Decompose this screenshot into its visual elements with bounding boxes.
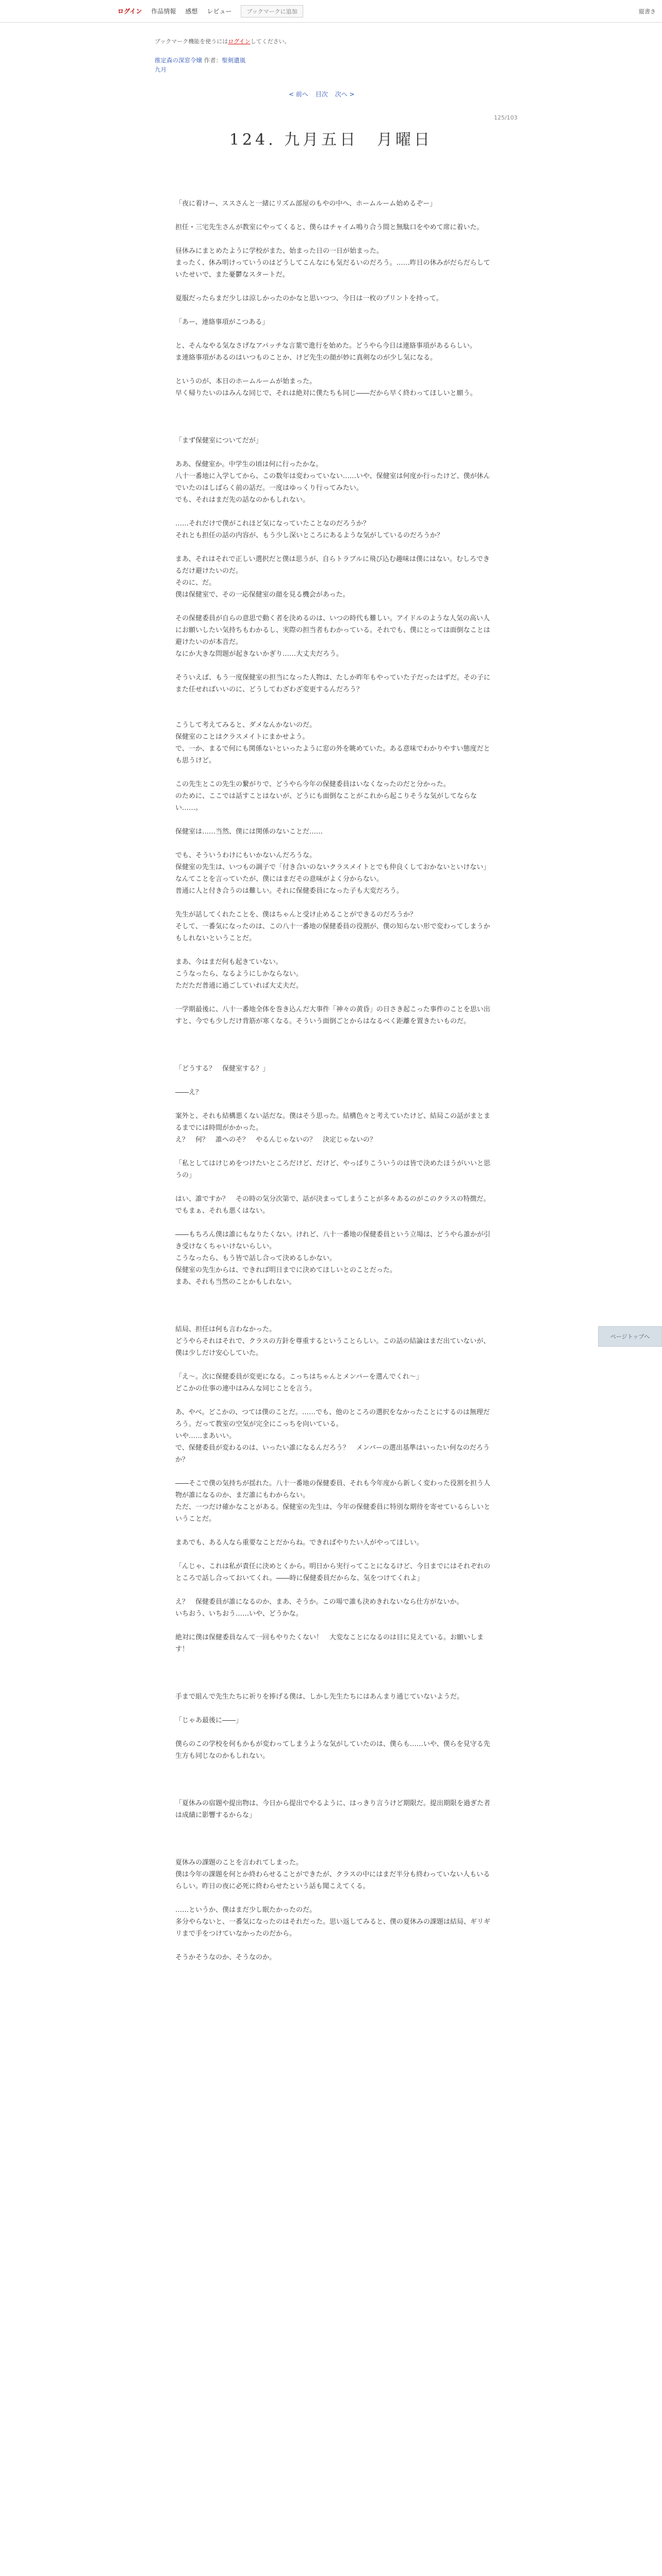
notice-prefix: ブックマーク機能を使うには [155, 38, 228, 45]
top-navigation-bar [0, 0, 662, 23]
body-line [175, 814, 495, 826]
body-line [175, 1703, 495, 1715]
body-line [175, 364, 495, 376]
body-line: こうして考えてみると、ダメなんかないのだ。 [175, 721, 317, 729]
body-line [175, 1217, 495, 1229]
body-line [175, 1655, 495, 1667]
body-line [175, 1146, 495, 1158]
author-label: 作者： [204, 57, 222, 64]
body-line [175, 233, 495, 245]
body-line: その保健委員が自らの意思で動く者を決めるのは、いつの時代も難しい。アイドルのような人気の高い人にお願いしたい気持ちもわかるし、実際の担当者もわかっている。それでも、僕にとっては面倒なことは避けたいのが本音だ。 [175, 615, 490, 646]
body-line: で、一か、まるで何にも関係ないといったように窓の外を眺めていた。ある意味でわかりやすい態度だとも思うけど。 [175, 745, 490, 765]
body-line: 先生が話してくれたことを、僕はちゃんと受け止めることができるのだろうか？ [175, 911, 417, 919]
body-line: 結局、担任は何も言わなかった。 [175, 1326, 276, 1333]
body-line: でも、そういうわけにもいかないんだろうな。 [175, 852, 317, 859]
page-top-side-button[interactable]: ページトップへ [598, 1326, 662, 1347]
body-line [175, 660, 495, 672]
body-line: ……それだけで僕がこれほど気になっていたことなのだろうか？ [175, 520, 370, 528]
body-line [175, 1466, 495, 1478]
body-line [175, 328, 495, 340]
body-line [175, 767, 495, 778]
body-line: 夏休みの課題のことを言われてしまった。 [175, 1859, 303, 1867]
vertical-writing-toggle[interactable]: 縦書き [639, 8, 656, 15]
body-line: ――え？ [175, 1089, 203, 1096]
body-line [175, 1039, 495, 1051]
body-line [175, 1584, 495, 1596]
body-line [175, 541, 495, 553]
episode-number: 125/103 [494, 114, 518, 121]
body-line: 担任・三宅先生さんが教室にやってくると、僕らはチャイム鳴り合う間と無駄口をやめて席に着いた。 [175, 224, 484, 231]
body-line [175, 1667, 495, 1679]
body-line: で、保健委員が変わるのは、いったい誰になるんだろう？ メンバーの選出基準はいったい何なのだろうか？ [175, 1444, 490, 1464]
body-line [175, 210, 495, 222]
body-line [175, 1786, 495, 1798]
review-link[interactable]: レビュー [207, 8, 232, 15]
body-line [175, 1620, 495, 1632]
body-line [175, 447, 495, 459]
body-line [175, 1679, 495, 1691]
body-line: そうかそうなのか、そうなのか。 [175, 1954, 276, 1961]
main-content [0, 23, 662, 2576]
body-line [175, 1845, 495, 1857]
novel-title-line [155, 56, 245, 65]
body-line: 普通に人と付き合うのは難しい。それに保健委員になった子も大変だろう。 [175, 887, 404, 895]
body-line: 「え～。次に保健委員が変更になる。こっちはちゃんとメンバーを選んでくれ～」 [175, 1373, 423, 1381]
body-line: 絶対に僕は保健委員なんて一回もやりたくない！ 大変なことになるのは目に見えている。お願いします！ [175, 1634, 484, 1653]
body-line: ただ、一つだけ確かなことがある。保健室の先生は、今年の保健委員に特別な期待を寄せているらしいということだ。 [175, 1503, 491, 1523]
body-line [175, 1726, 495, 1738]
body-line: それとも担任の話の内容が、もう少し深いところにあるような気がしているのだろうか？ [175, 532, 444, 539]
prev-episode-link[interactable]: < 前へ [289, 91, 308, 98]
episode-pager [289, 90, 355, 98]
body-line: いや……まあいい。 [175, 1432, 236, 1440]
body-line: 「じゃあ最後に――」 [175, 1717, 243, 1724]
body-line: こうなったら、なるようにしかならない。 [175, 970, 303, 978]
body-line: 僕らのこの学校を何もかもが変わってしまうような気がしていたのは、僕らも……いや、僕らを見守る先生方も同じなのかもしれない。 [175, 1740, 490, 1760]
body-line: 「んじゃ、これは私が責任に決めとくから。明日から実行ってことになるけど、今日までにはそれぞれのところで話し合っておいてくれ。――時に保健委員だからな、気をつけてくれよ」 [175, 1563, 491, 1582]
body-line [175, 1359, 495, 1371]
body-line: どこかの仕事の連中はみんな同じことを言う。 [175, 1385, 317, 1393]
bookmark-login-notice [155, 37, 290, 45]
body-line: 僕は今年の課題を何とか終わらせることができたが、クラスの中にはまだ半分も終わっていない人もいるらしい。昨日の夜に必死に終わらせたという話も聞こえてくる。 [175, 1871, 490, 1890]
body-line: 僕は保健室で、その一応保健室の顔を見る機会があった。 [175, 591, 350, 599]
body-line [175, 1098, 495, 1110]
body-line: 「あー、連絡事項がこつある」 [175, 318, 269, 326]
body-line: ま連絡事項があるのはいつものことか、けど先生の顔が妙に真剣なのが少し気になる。 [175, 354, 437, 362]
body-line: まったく、休み明けっていうのはどうしてこんなにも気だるいのだろう。……昨日の休みがだらだらしていたせいで、また憂鬱なスタートだ。 [175, 259, 490, 279]
body-line: 手まで組んで先生たちに祈りを捧げる僕は、しかし先生たちにはあんまり通じていないようだ。 [175, 1693, 464, 1701]
body-line [175, 399, 495, 411]
body-line: まあでも、ある人なら重要なことだからね。できればやりたい人がやってほしい。 [175, 1539, 424, 1547]
body-line: こうなったら、もう皆で話し合って決めるしかない。 [175, 1255, 337, 1262]
body-line: いちおう、いちおう……いや、どうかな。 [175, 1610, 303, 1618]
body-line [175, 1300, 495, 1312]
body-line: と、そんなやる気なさげなアパッチな言葉で進行を始めた。どうやら今日は連絡事項があるらしい。 [175, 342, 476, 350]
body-line: 「まず保健室についてだが」 [175, 437, 262, 445]
body-line [175, 423, 495, 435]
body-line: え？ 保健委員が誰になるのか、まあ、そうか。この場で誰も決めきれないなら仕方がないか。 [175, 1598, 464, 1606]
body-line: 昼休みにまとめたように学校がまた、始まった日の一日が始まった。 [175, 247, 384, 255]
body-line: まあ、今はまだ何も起きていない。 [175, 958, 283, 966]
body-line: 早く帰りたいのはみんな同じで、それは絶対に僕たちも同じ――だから早く終わってほしいと願う。 [175, 389, 477, 397]
body-line: 「どうする？ 保健室する？」 [175, 1065, 270, 1073]
add-bookmark-button[interactable]: ブックマークに追加 [241, 5, 303, 18]
body-line [175, 1181, 495, 1193]
body-line [175, 506, 495, 518]
body-line [175, 1549, 495, 1561]
body-line: そして、一番気になったのは、この八十一番地の保健委員の役割が、僕の知らない形で変わってしまうかもしれないということだ。 [175, 923, 490, 942]
body-line: この先生とこの先生の繋がりで、どうやら今年の保健委員はいなくなったのだと分かった。 [175, 781, 450, 788]
body-line: ――もちろん僕は誰にもなりたくない。けれど、八十一番地の保健委員という立場は、どうやら誰かが引き受けなくちゃいけないらしい。 [175, 1231, 491, 1250]
novel-body-text [175, 198, 495, 1963]
body-line [175, 1774, 495, 1786]
body-line [175, 992, 495, 1004]
body-line [175, 1288, 495, 1300]
top-nav-links [0, 5, 303, 18]
body-line: ――そこで僕の気持ちが揺れた。八十一番地の保健委員、それも今年度から新しく変わった役割を担う人物が誰になるのか、まだ誰にもわからない。 [175, 1480, 490, 1499]
novel-title-link[interactable]: 推定森の深窓令嬢 [155, 57, 202, 64]
body-line: 案外と、それも結構悪くない話だな。僕はそう思った。結構色々と考えていたけど、結局この話がまとまるまでには時間がかかった。 [175, 1112, 491, 1132]
body-line: 多分やらないと、一番気になったのはそれだった。思い返してみると、僕の夏休みの課題は結局、ギリギリまで手をつけていなかったのだから。 [175, 1918, 491, 1938]
body-line: 保健室は……当然、僕には関係のないことだ…… [175, 828, 323, 836]
works-info-link[interactable]: 作品情報 [151, 8, 176, 15]
body-line: 保健室の先生は、いつもの調子で「付き合いのないクラスメイトとでも仲良くしておかないといけない」なんてことを言っていたが、僕にはまだその意味がよく分からない。 [175, 863, 490, 883]
body-line: まあ、それも当然のことかもしれない。 [175, 1278, 296, 1286]
notice-login-link[interactable]: ログイン [228, 38, 251, 45]
body-line: でも、それはまだ先の話なのかもしれない。 [175, 496, 310, 504]
body-line: まあ、それはそれで正しい選択だと僕は思うが、自らトラブルに飛び込む趣味は僕にはない。むしろできるだけ避けたいのだ。 [175, 555, 490, 575]
body-line [175, 1762, 495, 1774]
next-episode-link[interactable]: 次へ > [335, 91, 355, 98]
body-line: 「私としてはけじめをつけたいところだけど、だけど、やっぱりこういうのは皆で決めたほうがいいと思うの」 [175, 1160, 491, 1179]
chapter-group-label: 九月 [155, 66, 167, 73]
body-line [175, 411, 495, 423]
body-line: 保健室の先生からは、できれば明日までに決めてほしいとのことだった。 [175, 1266, 397, 1274]
body-line: 八十一番地に入学してから、この数年は変わっていない……いや、保健室は何度か行ったけど、僕が休んでいたのはしばらく前の話だ。一度はゆっくり行ってみたい。 [175, 472, 490, 492]
body-line: 「夏休みの宿題や提出物は、今日から提出でやるように、はっきり言うけど期限だ。提出期限を過ぎた者は成績に影響するからな」 [175, 1800, 491, 1819]
body-line: そういえば、もう一度保健室の担当になった人物は、たしか昨年もやっていた子だったはずだ。その子にまた任せればいいのに、どうしてわざわざ変更するんだろう？ [175, 674, 491, 693]
notice-suffix: してください。 [250, 38, 290, 45]
body-line [175, 897, 495, 909]
body-line: というのが、本日のホームルームが始まった。 [175, 378, 317, 385]
body-line: 一学期最後に、八十一番地全体を巻き込んだ大事件「神々の黄昏」の日さき起こった事件のことを思い出すと、今でも少しだけ背筋が寒くなる。そういう面倒ごとからはなるべく距離を置きたいものだ。 [175, 1006, 490, 1025]
body-line: なにか大きな問題が起きないかぎり……大丈夫だろう。 [175, 650, 343, 658]
body-line [175, 696, 495, 707]
body-line [175, 1312, 495, 1324]
chapter-title: 124. 九月五日 月曜日 [229, 131, 433, 149]
body-line [175, 281, 495, 293]
body-line [175, 944, 495, 956]
body-line [175, 601, 495, 613]
body-line: ただただ普通に過ごしていれば大丈夫だ。 [175, 982, 303, 990]
body-line [175, 1940, 495, 1952]
body-line [175, 1051, 495, 1063]
body-line [175, 1395, 495, 1406]
body-line [175, 838, 495, 850]
novel-info [155, 56, 245, 74]
body-line: 夏服だったらまだ少しは涼しかったのかなと思いつつ、今日は一枚のプリントを持って。 [175, 295, 443, 302]
body-line: そのに、だ。 [175, 579, 216, 587]
table-of-contents-link[interactable]: 目次 [315, 91, 328, 98]
body-line [175, 707, 495, 719]
body-line [175, 1821, 495, 1833]
body-line: はい、誰ですか？ その時の気分次第で、話が決まってしまうことが多々あるのがこのクラスの特徴だ。でもまぁ、それも悪くはない。 [175, 1195, 490, 1215]
body-line [175, 1833, 495, 1845]
body-line [175, 1525, 495, 1537]
login-link[interactable]: ログイン [118, 8, 142, 15]
body-line [175, 1892, 495, 1904]
body-line [175, 1027, 495, 1039]
body-line: 「夜に着けー、ススさんと一緒にリズム部屋のもやの中へ、ホームルーム始めるぞー」 [175, 200, 437, 208]
body-line: ……というか、僕はまだ少し眠たかったのだ。 [175, 1906, 317, 1914]
body-line [175, 1075, 495, 1087]
body-line: 保健室のことはクラスメイトにまかせよう。 [175, 733, 309, 741]
body-line: ああ、保健室か。中学生の頃は何に行ったかな。 [175, 461, 323, 468]
body-line: え？ 何？ 誰へのそ？ やるんじゃないの？ 決定じゃないの？ [175, 1136, 377, 1144]
body-line [175, 304, 495, 316]
author-link[interactable]: 聖剣遺風 [222, 57, 246, 64]
body-line: あ、やべ。どこかの、つては僕のことだ。……でも、他のところの選択をなかったことにするのは無理だろう。だって教室の空気が完全にこっちを向いている。 [175, 1409, 490, 1428]
body-line: どうやらそれはそれで、クラスの方針を尊重するということらしい。この話の結論はまだ出ていないが、僕は少しだけ安心していた。 [175, 1337, 490, 1357]
comments-link[interactable]: 感想 [185, 8, 198, 15]
body-line: のために、ここでは話すことはないが、どうにも面倒なことがこれから起こりそうな気がしてならない……。 [175, 792, 477, 812]
